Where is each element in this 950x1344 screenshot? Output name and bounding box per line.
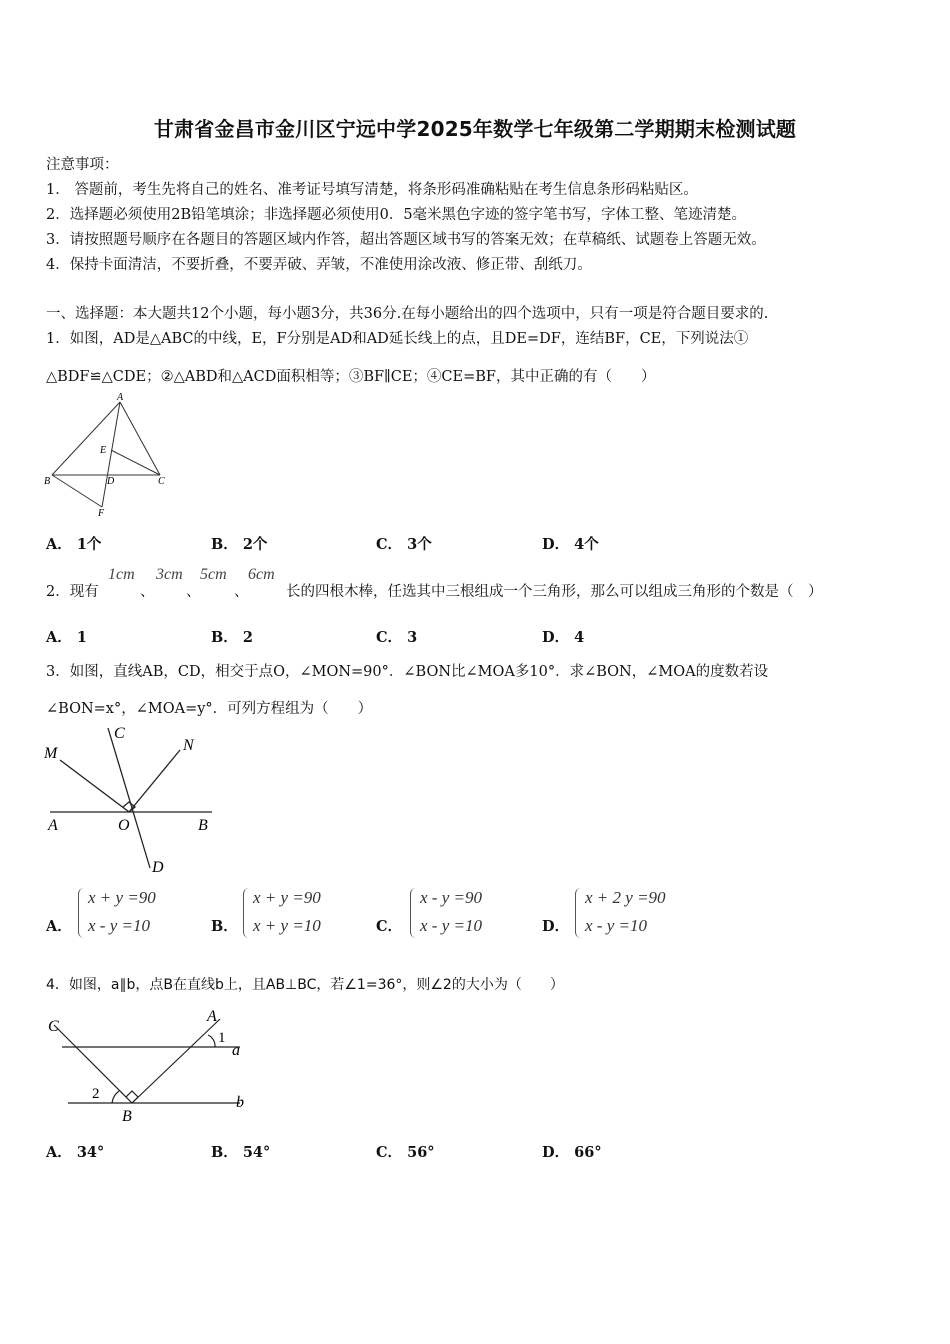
page-title: 甘肃省金昌市金川区宁远中学2025年数学七年级第二学期期末检测试题 <box>153 117 797 141</box>
option-A[interactable]: A． 34° <box>46 1144 105 1161</box>
brace-icon <box>410 888 417 938</box>
length-3: 5cm <box>200 566 227 583</box>
label-F: F <box>98 508 105 519</box>
option-D-system[interactable]: x + 2 y =90 x - y =10 <box>575 888 685 944</box>
option-B[interactable]: B． 54° <box>211 1144 271 1161</box>
option-C[interactable]: C． <box>376 918 403 935</box>
label-M: M <box>44 745 58 762</box>
brace-icon <box>243 888 250 938</box>
section-heading: 一、选择题：本大题共12个小题，每小题3分，共36分.在每小题给出的四个选项中，只有一项是符合题目要求的. <box>46 306 769 322</box>
label-B: B <box>198 817 208 834</box>
separator: 、 <box>140 584 155 600</box>
option-A[interactable]: A． <box>46 918 72 935</box>
label-C: C <box>114 725 125 742</box>
option-D[interactable]: D． 4 <box>542 629 585 646</box>
label-A: A <box>207 1008 217 1025</box>
notice-item: 1． 答题前，考生先将自己的姓名、准考证号填写清楚，将条形码准确粘贴在考生信息条形码粘贴区。 <box>46 182 698 198</box>
question-4-text: 4．如图，a∥b，点B在直线b上，且AB⊥BC，若∠1=36°，则∠2的大小为（ ） <box>46 977 564 993</box>
label-angle-2: 2 <box>92 1086 100 1102</box>
notice-heading: 注意事项： <box>46 157 119 173</box>
label-B: B <box>122 1108 132 1125</box>
label-angle-1: 1 <box>218 1030 226 1046</box>
option-A[interactable]: A． 1 <box>46 629 87 646</box>
length-2: 3cm <box>156 566 183 583</box>
notice-item: 4．保持卡面清洁，不要折叠，不要弄破、弄皱，不准使用涂改液、修正带、刮纸刀。 <box>46 257 592 273</box>
question-4-figure <box>40 1005 255 1125</box>
option-B-system[interactable]: x + y =90 x + y =10 <box>243 888 343 944</box>
question-1-line1: 1．如图，AD是△ABC的中线，E，F分别是AD和AD延长线上的点，且DE=DF，连结BF，CE，下列说法① <box>46 331 749 347</box>
question-1-figure <box>40 390 175 520</box>
label-N: N <box>183 737 194 754</box>
separator: 、 <box>234 584 249 600</box>
label-C: C <box>48 1018 59 1035</box>
label-C: C <box>158 476 165 487</box>
question-3-line2: ∠BON=x°，∠MOA=y°．可列方程组为（ ） <box>46 701 373 717</box>
option-C[interactable]: C． 3个 <box>376 536 432 553</box>
option-A[interactable]: A． 1个 <box>46 536 102 553</box>
option-C[interactable]: C． 3 <box>376 629 418 646</box>
label-b: b <box>236 1094 244 1111</box>
label-a: a <box>232 1042 240 1059</box>
notice-item: 3．请按照题号顺序在各题目的答题区域内作答，超出答题区域书写的答案无效；在草稿纸、试题卷上答题无效。 <box>46 232 766 248</box>
question-3-figure <box>40 720 220 880</box>
option-D[interactable]: D． <box>542 918 570 935</box>
question-3-line1: 3．如图，直线AB，CD，相交于点O，∠MON=90°．∠BON比∠MOA多10°．求∠BON，∠MOA的度数若设 <box>46 664 769 680</box>
question-2-prefix: 2．现有 <box>46 584 99 600</box>
option-C[interactable]: C． 56° <box>376 1144 435 1161</box>
label-D: D <box>152 859 164 876</box>
label-D: D <box>107 476 115 487</box>
separator: 、 <box>186 584 201 600</box>
label-B: B <box>44 476 51 487</box>
option-A-system[interactable]: x + y =90 x - y =10 <box>78 888 178 944</box>
label-O: O <box>118 817 130 834</box>
option-D[interactable]: D． 4个 <box>542 536 599 553</box>
notice-item: 2．选择题必须使用2B铅笔填涂；非选择题必须使用0．5毫米黑色字迹的签字笔书写，字体工整、笔迹清楚。 <box>46 207 747 223</box>
label-A: A <box>48 817 58 834</box>
length-1: 1cm <box>108 566 135 583</box>
option-B[interactable]: B． 2个 <box>211 536 268 553</box>
option-C-system[interactable]: x - y =90 x - y =10 <box>410 888 510 944</box>
brace-icon <box>575 888 582 938</box>
label-E: E <box>100 445 107 456</box>
option-D[interactable]: D． 66° <box>542 1144 602 1161</box>
question-2-suffix: 长的四根木棒，任选其中三根组成一个三角形，那么可以组成三角形的个数是（ ） <box>286 584 823 600</box>
option-B[interactable]: B． <box>211 918 238 935</box>
length-4: 6cm <box>248 566 275 583</box>
question-1-line2: △BDF≌△CDE；②△ABD和△ACD面积相等；③BF∥CE；④CE=BF，其中正确的有（ ） <box>46 369 656 385</box>
label-A: A <box>117 392 124 403</box>
brace-icon <box>78 888 85 938</box>
option-B[interactable]: B． 2 <box>211 629 253 646</box>
